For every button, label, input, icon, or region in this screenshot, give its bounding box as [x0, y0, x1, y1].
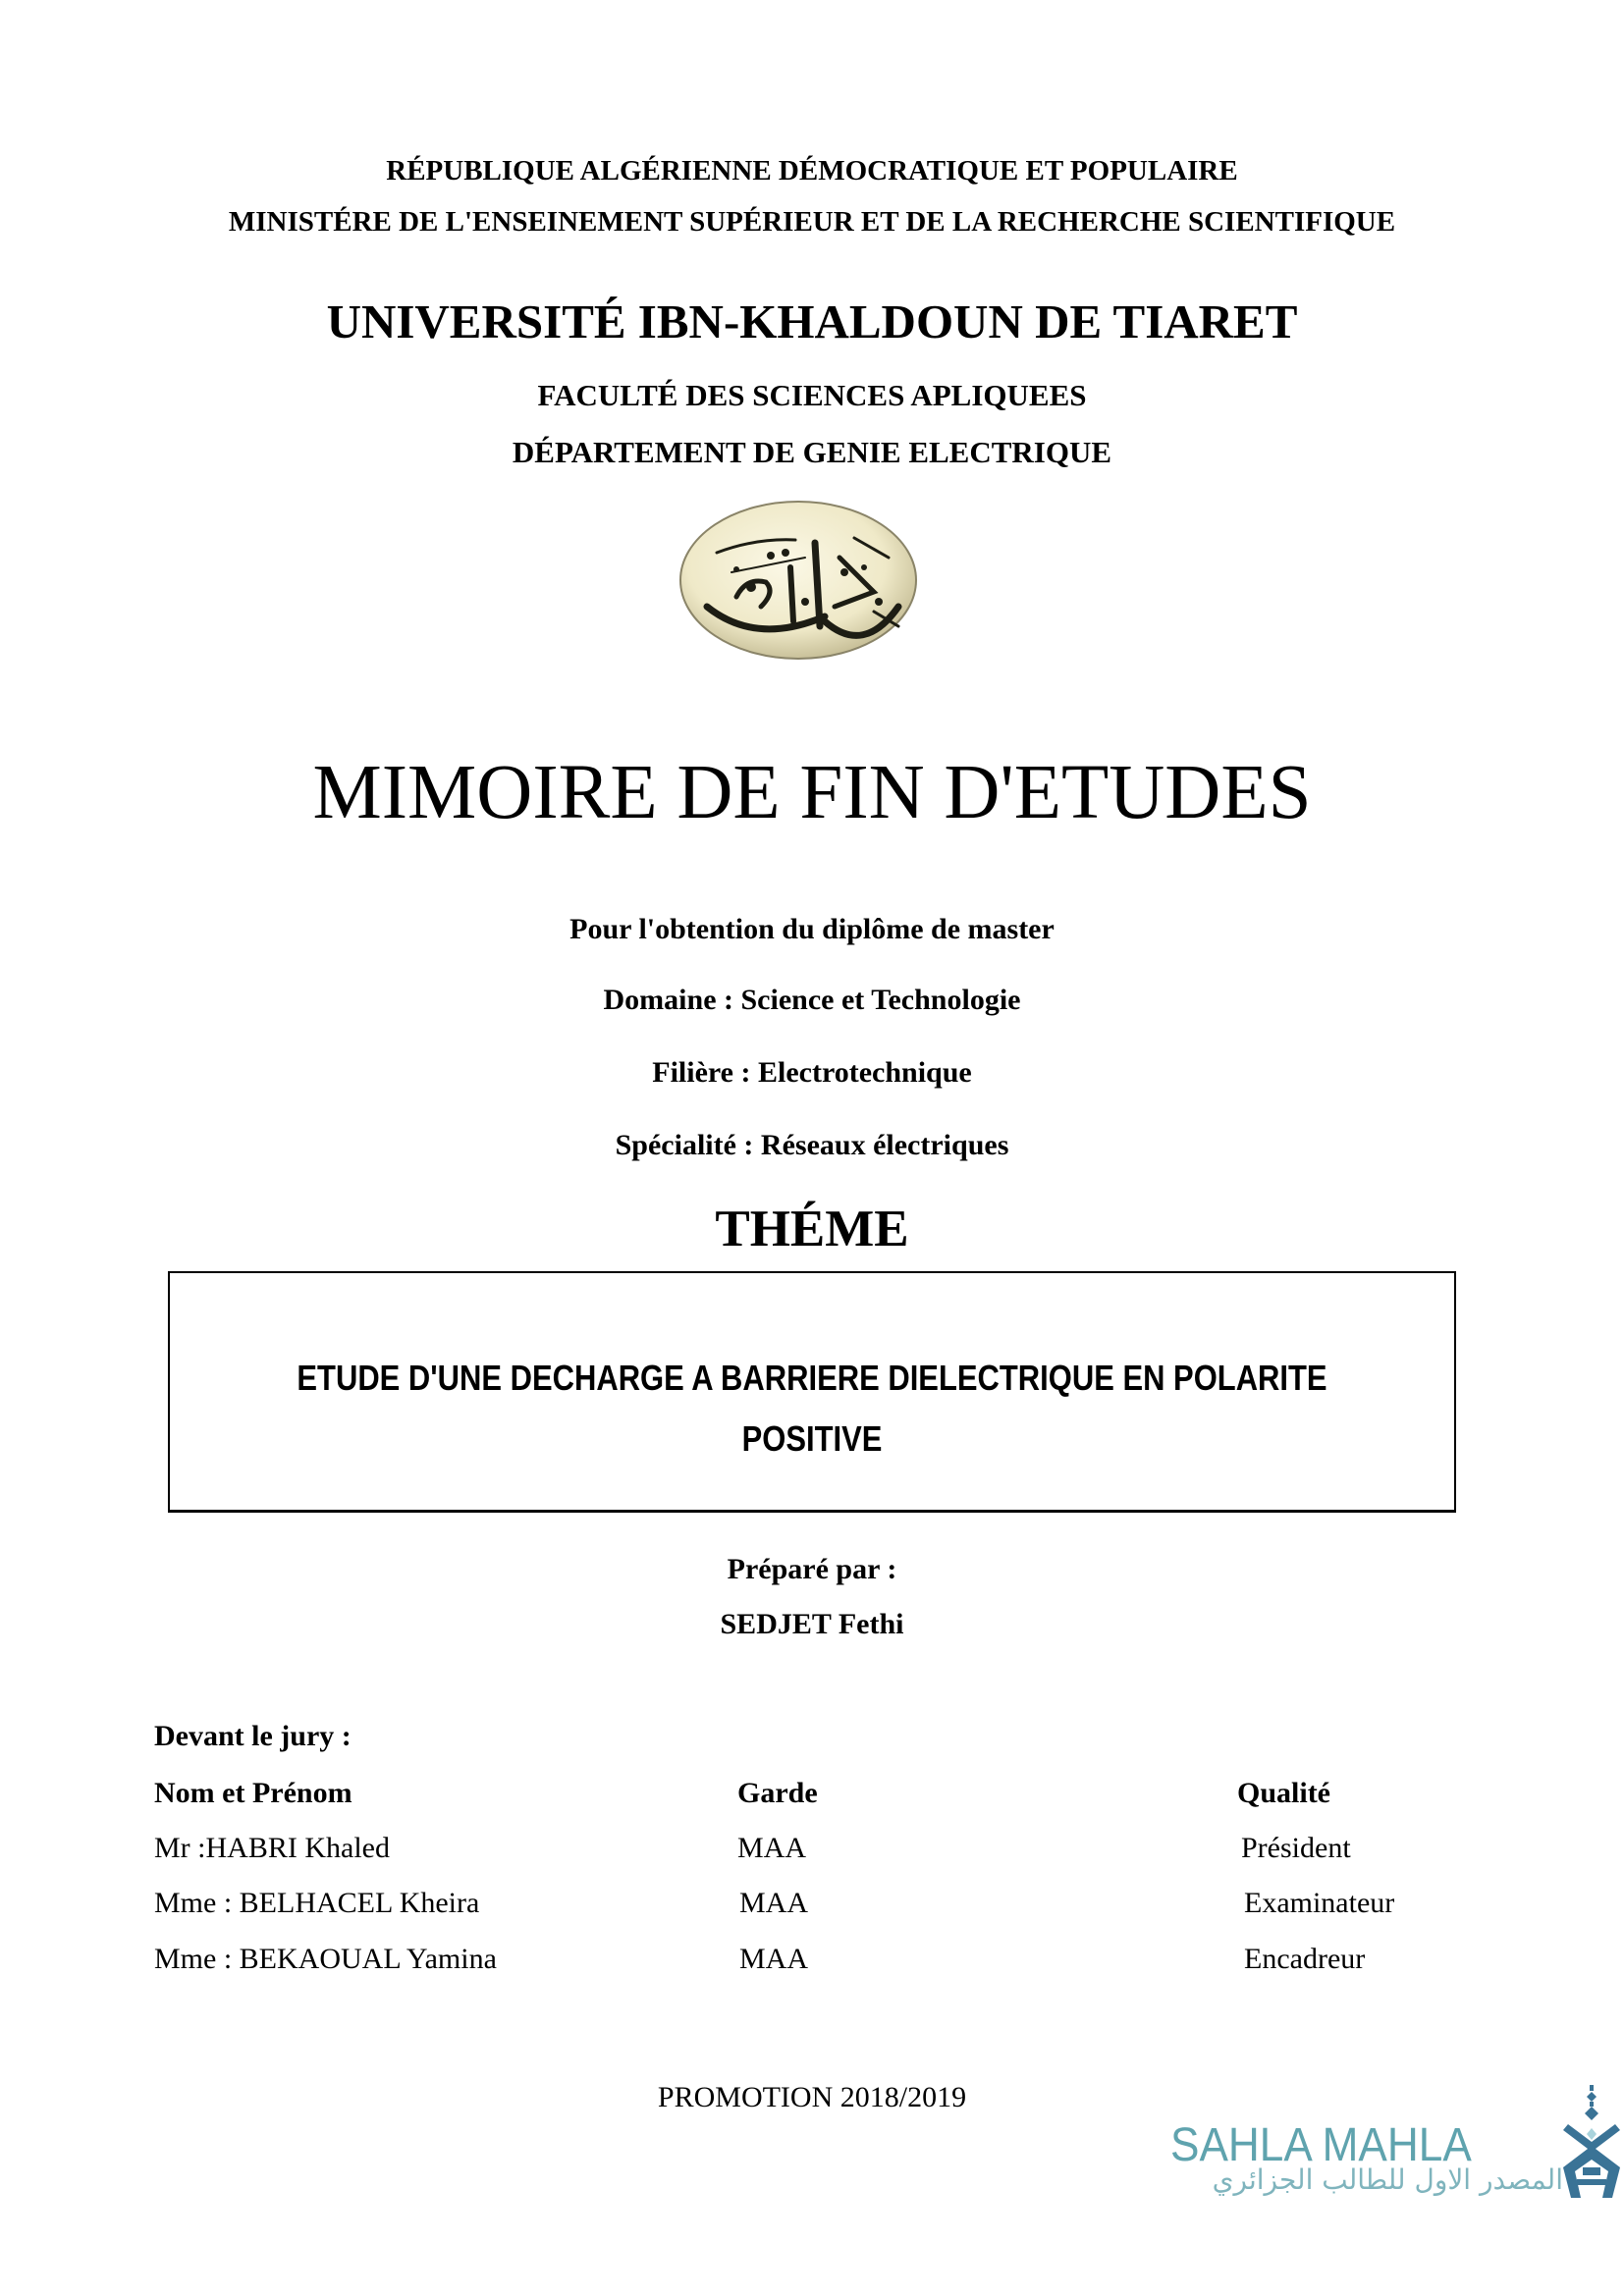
university-seal-icon: [677, 499, 919, 662]
domain-line: Domaine : Science et Technologie: [603, 984, 1021, 1016]
faculty-name: FACULTÉ DES SCIENCES APLIQUEES: [537, 378, 1087, 412]
theme-box: [168, 1271, 1456, 1513]
prepared-by-label: Préparé par :: [727, 1553, 897, 1585]
column-header-grade: Garde: [737, 1777, 818, 1809]
theme-title-line-2: POSITIVE: [741, 1418, 883, 1459]
document-title: MIMOIRE DE FIN D'ETUDES: [312, 750, 1312, 835]
ministry-heading: MINISTÉRE DE L'ENSEINEMENT SUPÉRIEUR ET DE LA RECHERCHE SCIENTIFIQUE: [228, 206, 1396, 238]
specialty-line: Spécialité : Réseaux électriques: [615, 1129, 1009, 1161]
jury-member-grade: MAA: [739, 1943, 809, 1975]
degree-purpose: Pour l'obtention du diplôme de master: [569, 913, 1055, 945]
jury-member-grade: MAA: [737, 1832, 807, 1864]
jury-member-name: Mme : BEKAOUAL Yamina: [154, 1943, 497, 1975]
sahla-mahla-watermark: [1164, 2085, 1624, 2198]
promotion-year: PROMOTION 2018/2019: [657, 2081, 967, 2113]
theme-heading: THÉME: [715, 1201, 909, 1257]
department-name: DÉPARTEMENT DE GENIE ELECTRIQUE: [512, 435, 1112, 469]
jury-member-quality: Examinateur: [1244, 1887, 1395, 1919]
column-header-name: Nom et Prénom: [154, 1777, 352, 1809]
university-name: UNIVERSITÉ IBN-KHALDOUN DE TIARET: [326, 294, 1298, 348]
watermark-brand: SAHLA MAHLA: [1170, 2119, 1472, 2171]
jury-member-name: Mme : BELHACEL Kheira: [154, 1887, 480, 1919]
stream-line: Filière : Electrotechnique: [652, 1056, 972, 1089]
jury-member-quality: Président: [1241, 1832, 1351, 1864]
theme-title-line-1: ETUDE D'UNE DECHARGE A BARRIERE DIELECTRIQUE EN POLARITE: [297, 1358, 1327, 1398]
watermark-tagline: المصدر الاول للطالب الجزائري: [1212, 2163, 1563, 2196]
author-name: SEDJET Fethi: [720, 1608, 904, 1640]
republic-heading: RÉPUBLIQUE ALGÉRIENNE DÉMOCRATIQUE ET POPULAIRE: [386, 155, 1238, 187]
jury-member-name: Mr :HABRI Khaled: [154, 1832, 390, 1864]
column-header-quality: Qualité: [1237, 1777, 1330, 1809]
sahla-mahla-logo-icon: [1563, 2085, 1622, 2198]
jury-member-grade: MAA: [739, 1887, 809, 1919]
jury-member-quality: Encadreur: [1244, 1943, 1366, 1975]
jury-label: Devant le jury :: [154, 1720, 352, 1752]
